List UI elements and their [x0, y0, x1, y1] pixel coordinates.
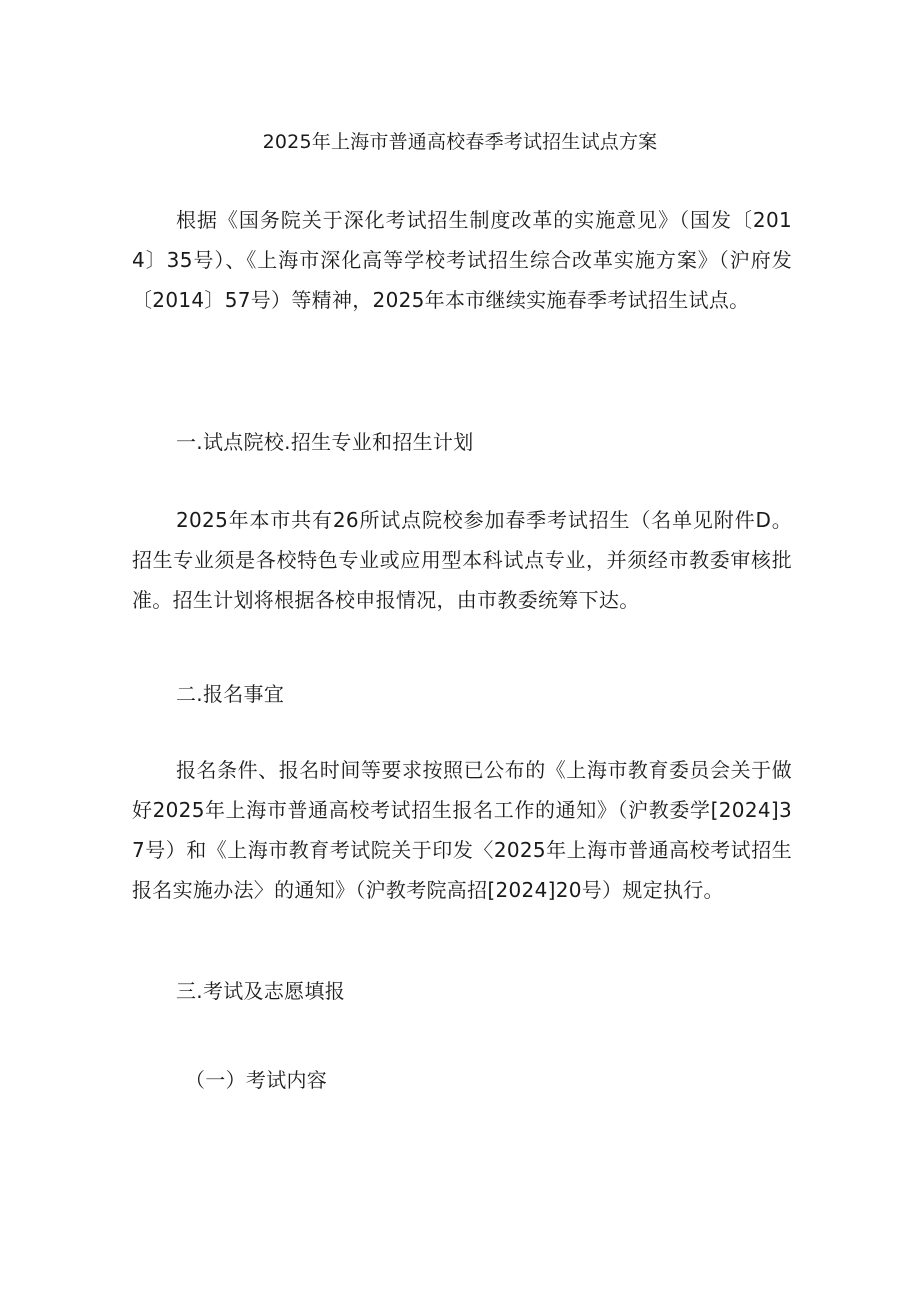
document-title: 2025年上海市普通高校春季考试招生试点方案 [262, 131, 658, 153]
intro-paragraph: 根据《国务院关于深化考试招生制度改革的实施意见》（国发〔2014〕35号）、《上海市深化高等学校考试招生综合改革实施方案》（沪府发〔2014〕57号）等精神，2025年本市继续实施春季考试招生试点。 [132, 208, 792, 312]
section3-heading: 三.考试及志愿填报 [176, 979, 346, 1003]
section1-heading: 一.试点院校.招生专业和招生计划 [176, 430, 474, 454]
section1-paragraph: 2025年本市共有26所试点院校参加春季考试招生（名单见附件D。招生专业须是各校特色专业或应用型本科试点专业，并须经市教委审核批准。招生计划将根据各校申报情况，由市教委统筹下达。 [132, 508, 792, 612]
section2-paragraph: 报名条件、报名时间等要求按照已公布的《上海市教育委员会关于做好2025年上海市普通高校考试招生报名工作的通知》（沪教委学[2024]37号）和《上海市教育考试院关于印发〈2025年上海市普通高校考试招生报名实施办法〉的通知》（沪教考院高招[2024]20号）规定执行。 [132, 758, 792, 902]
section3-subheading-1: （一）考试内容 [185, 1068, 328, 1092]
section2-heading: 二.报名事宜 [176, 682, 285, 706]
